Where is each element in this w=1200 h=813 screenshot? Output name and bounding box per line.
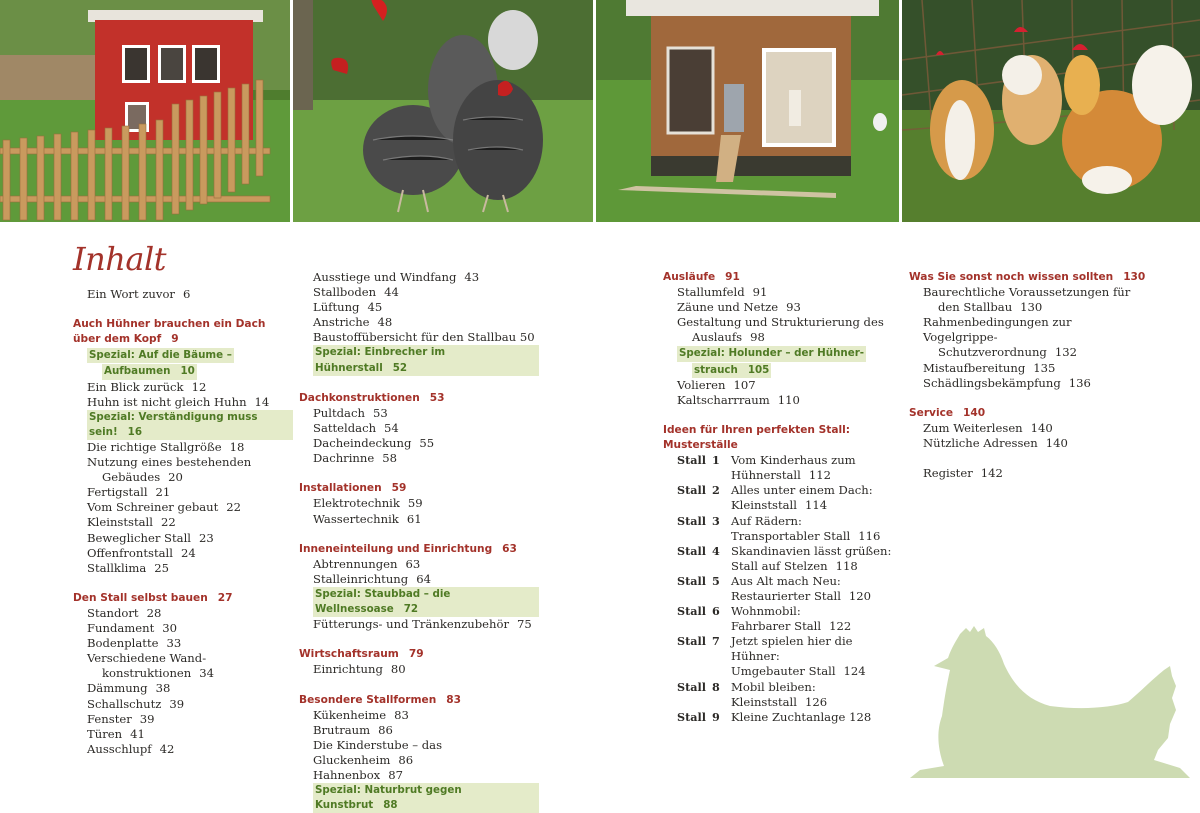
- toc-section-heading[interactable]: Ideen für Ihren perfekten Stall: Musterställe: [663, 423, 850, 452]
- toc-entry[interactable]: Satteldach 54: [313, 420, 399, 435]
- toc-stall-entry[interactable]: Stall 3 Auf Rädern: Transportabler Stall 116: [677, 513, 881, 543]
- toc-entry[interactable]: Baustoffübersicht für den Stallbau 50: [313, 330, 535, 345]
- toc-entry[interactable]: Vom Schreiner gebaut 22: [87, 500, 242, 515]
- toc-column-4: [909, 270, 1149, 481]
- toc-section-heading[interactable]: Inneneinteilung und Einrichtung 63: [299, 542, 517, 555]
- page-title: Inhalt: [73, 240, 167, 278]
- wooden-coop-on-stilts-photo: [596, 0, 899, 222]
- toc-entry[interactable]: Abtrennungen 63: [313, 556, 421, 571]
- toc-entry[interactable]: Gestaltung und Strukturierung des Auslaufs 98: [677, 315, 884, 345]
- toc-section-heading[interactable]: Besondere Stallformen 83: [299, 693, 461, 706]
- toc-stall-entry[interactable]: Stall 4 Skandinavien lässt grüßen: Stall auf Stelzen 118: [677, 543, 892, 573]
- toc-entry[interactable]: Elektrotechnik 59: [313, 496, 423, 511]
- toc-entry-register[interactable]: Register 142: [923, 466, 1003, 481]
- toc-spezial-entry[interactable]: Spezial: Einbrecher im Hühnerstall 52: [299, 345, 539, 375]
- toc-column-2: [299, 270, 539, 813]
- toc-entry[interactable]: Standort 28: [87, 605, 162, 620]
- toc-entry[interactable]: Türen 41: [87, 726, 145, 741]
- toc-entry[interactable]: Zäune und Netze 93: [677, 300, 801, 315]
- toc-entry[interactable]: Fertigstall 21: [87, 485, 171, 500]
- toc-stall-entry[interactable]: Stall 8 Mobil bleiben: Kleinststall 126: [677, 679, 828, 709]
- toc-spezial-entry[interactable]: Spezial: Holunder – der Hühner- strauch 105: [663, 345, 903, 377]
- toc-entry[interactable]: Offenfrontstall 24: [87, 545, 196, 560]
- toc-entry[interactable]: Beweglicher Stall 23: [87, 530, 214, 545]
- toc-section-heading[interactable]: Service 140: [909, 406, 986, 419]
- toc-entry[interactable]: Mistaufbereitung 135: [923, 360, 1056, 375]
- red-chicken-coop-photo: [0, 0, 290, 222]
- toc-section-heading[interactable]: Den Stall selbst bauen 27: [73, 591, 233, 604]
- toc-section-heading[interactable]: Auch Hühner brauchen ein Dach über dem Kopf 9: [73, 318, 266, 346]
- toc-entry[interactable]: Fundament 30: [87, 621, 178, 636]
- toc-entry[interactable]: Pultdach 53: [313, 405, 388, 420]
- toc-entry[interactable]: Schallschutz 39: [87, 696, 185, 711]
- barred-chickens-photo: [293, 0, 593, 222]
- toc-section-heading[interactable]: Wirtschaftsraum 79: [299, 648, 424, 661]
- toc-section-heading[interactable]: Ausläufe 91: [663, 271, 740, 283]
- toc-entry[interactable]: Dacheindeckung 55: [313, 436, 435, 451]
- toc-entry[interactable]: Verschiedene Wand- konstruktionen 34: [87, 651, 215, 681]
- toc-entry[interactable]: Fütterungs- und Tränkenzubehör 75: [313, 617, 532, 632]
- toc-entry[interactable]: Wassertechnik 61: [313, 511, 422, 526]
- toc-entry[interactable]: Stallklima 25: [87, 560, 170, 575]
- toc-entry[interactable]: Schädlingsbekämpfung 136: [923, 375, 1091, 390]
- toc-entry[interactable]: Stallumfeld 91: [677, 285, 768, 300]
- toc-stall-entry[interactable]: Stall 6 Wohnmobil: Fahrbarer Stall 122: [677, 604, 852, 634]
- toc-section-heading[interactable]: Was Sie sonst noch wissen sollten 130: [909, 271, 1146, 283]
- toc-entry[interactable]: Brutraum 86: [313, 722, 393, 737]
- toc-stall-entry[interactable]: Stall 5 Aus Alt mach Neu: Restaurierter Stall 120: [677, 573, 872, 603]
- toc-entry[interactable]: Dachrinne 58: [313, 451, 397, 466]
- toc-entry[interactable]: Huhn ist nicht gleich Huhn 14: [87, 394, 270, 409]
- toc-entry[interactable]: Ausschlupf 42: [87, 741, 175, 756]
- toc-entry[interactable]: Stalleinrichtung 64: [313, 571, 431, 586]
- toc-entry[interactable]: Hahnenbox 87: [313, 768, 403, 783]
- toc-entry[interactable]: Baurechtliche Voraussetzungen für den Stallbau 130: [923, 285, 1131, 315]
- toc-entry[interactable]: Nutzung eines bestehenden Gebäudes 20: [87, 455, 252, 485]
- toc-column-1: [73, 287, 293, 757]
- toc-entry[interactable]: Ausstiege und Windfang 43: [313, 270, 480, 284]
- toc-section-heading[interactable]: Installationen 59: [299, 482, 407, 495]
- toc-entry[interactable]: Bodenplatte 33: [87, 636, 182, 651]
- hen-silhouette-icon: [910, 620, 1200, 778]
- toc-entry[interactable]: Die Kinderstube – das Gluckenheim 86: [313, 737, 443, 767]
- toc-entry[interactable]: Anstriche 48: [313, 315, 393, 330]
- toc-spezial-entry[interactable]: Spezial: Verständigung muss sein! 16: [73, 410, 293, 440]
- toc-stall-entry[interactable]: Stall 9 Kleine Zuchtanlage 128: [677, 709, 872, 724]
- toc-column-3: [663, 270, 903, 725]
- toc-section-heading[interactable]: Dachkonstruktionen 53: [299, 391, 445, 404]
- toc-stall-entry[interactable]: Stall 2 Alles unter einem Dach: Kleinststall 114: [677, 483, 873, 513]
- toc-entry[interactable]: Nützliche Adressen 140: [923, 436, 1068, 451]
- toc-entry[interactable]: Kükenheime 83: [313, 707, 409, 722]
- toc-entry[interactable]: Zum Weiterlesen 140: [923, 420, 1053, 435]
- bantam-roosters-photo: [902, 0, 1200, 222]
- toc-entry[interactable]: Ein Blick zurück 12: [87, 379, 207, 394]
- toc-entry[interactable]: Einrichtung 80: [313, 662, 406, 677]
- photo-strip: [0, 0, 1200, 222]
- toc-entry[interactable]: Volieren 107: [677, 377, 756, 392]
- toc-entry[interactable]: Stallboden 44: [313, 285, 399, 300]
- toc-spezial-entry[interactable]: Spezial: Auf die Bäume – Aufbaumen 10: [73, 347, 293, 379]
- toc-stall-entry[interactable]: Stall 7 Jetzt spielen hier die Hühner: Umgebauter Stall 124: [677, 634, 866, 679]
- toc-entry[interactable]: Fenster 39: [87, 711, 155, 726]
- toc-entry[interactable]: Kleinststall 22: [87, 515, 176, 530]
- toc-spezial-entry[interactable]: Spezial: Staubbad – die Wellnessoase 72: [299, 587, 539, 617]
- toc-entry[interactable]: Die richtige Stallgröße 18: [87, 439, 245, 454]
- toc-stall-entry[interactable]: Stall 1 Vom Kinderhaus zum Hühnerstall 112: [677, 453, 856, 483]
- toc-entry[interactable]: Rahmenbedingungen zur Vogelgrippe- Schutzverordnung 132: [923, 315, 1077, 360]
- toc-entry[interactable]: Lüftung 45: [313, 300, 383, 315]
- toc-entry[interactable]: Dämmung 38: [87, 681, 171, 696]
- toc-entry[interactable]: Ein Wort zuvor 6: [87, 287, 191, 301]
- toc-spezial-entry[interactable]: Spezial: Naturbrut gegen Kunstbrut 88: [299, 783, 539, 813]
- toc-entry[interactable]: Kaltscharrraum 110: [677, 392, 800, 407]
